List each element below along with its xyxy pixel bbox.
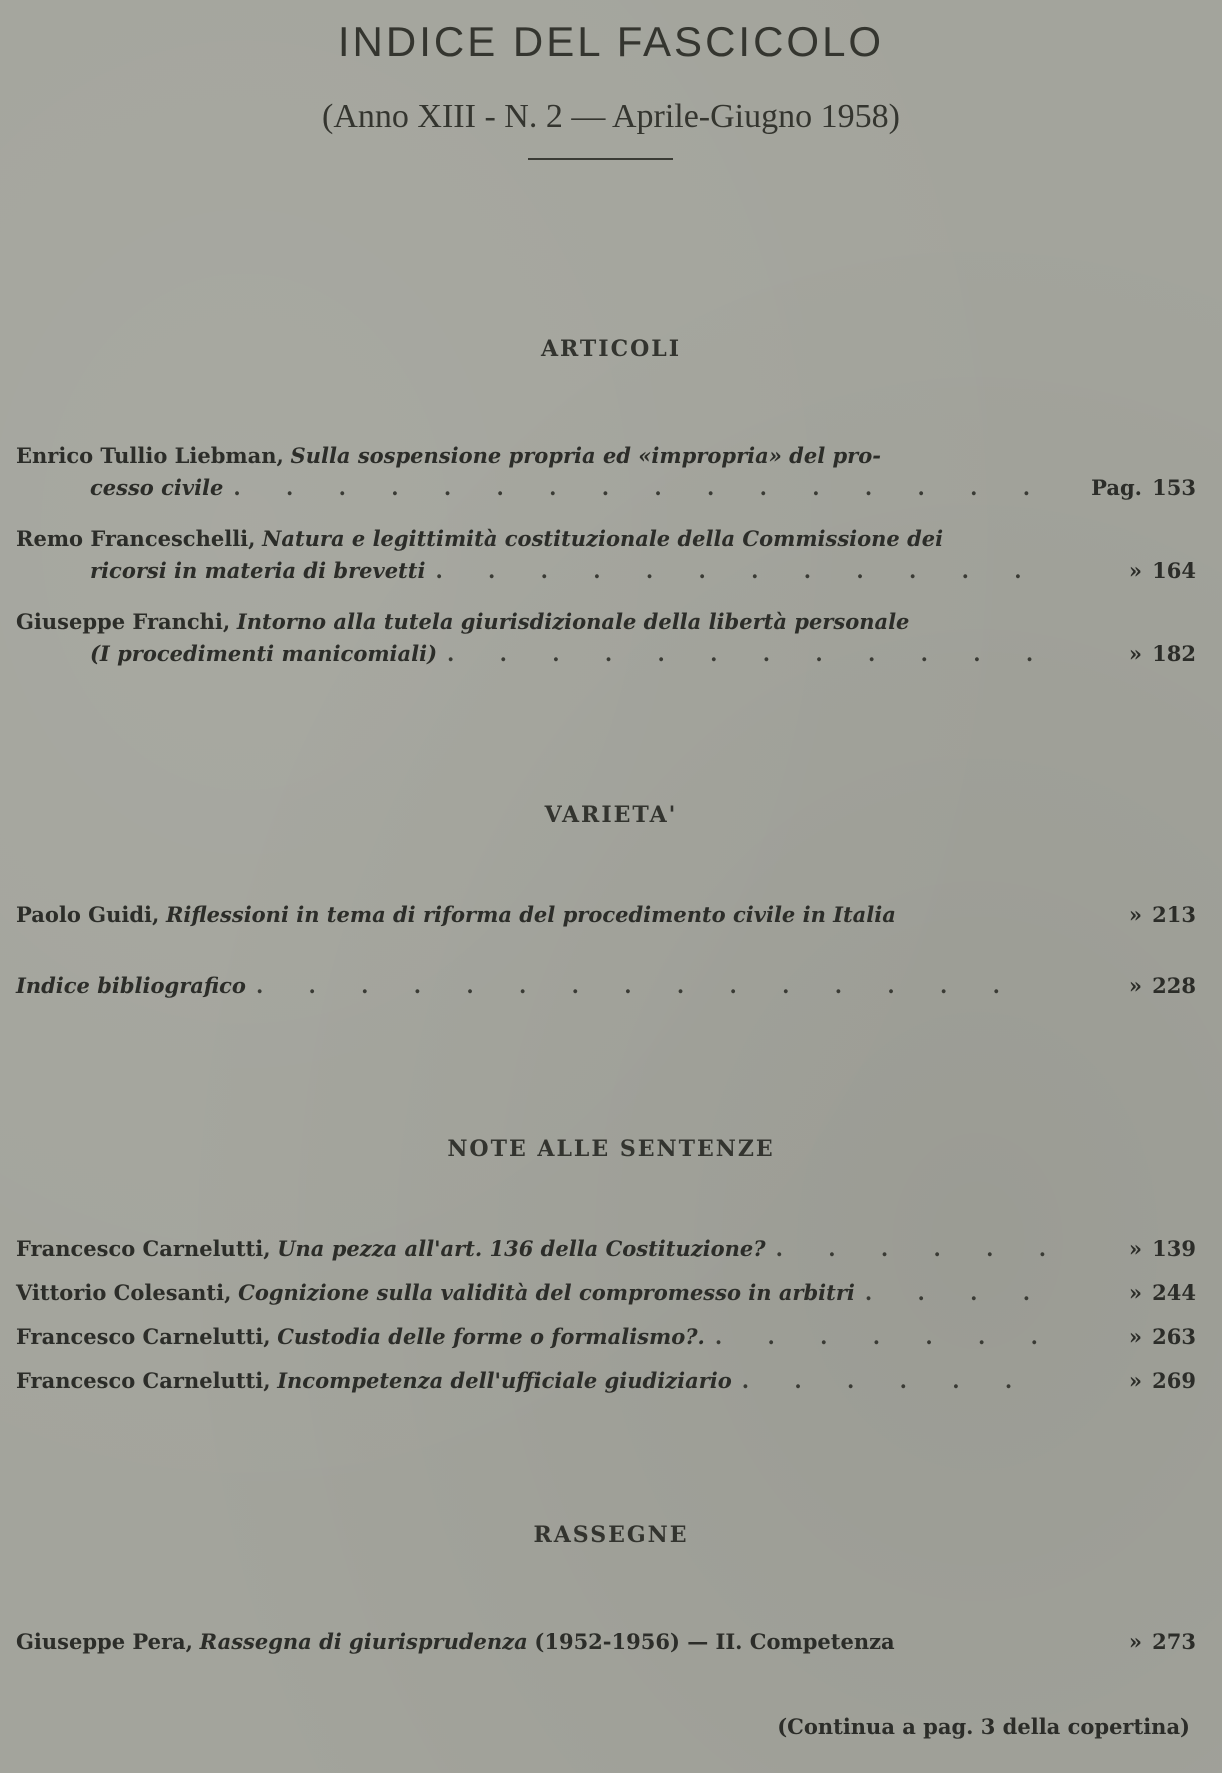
page-reference xyxy=(1056,1277,1196,1309)
title-divider xyxy=(528,158,673,160)
page-label: » xyxy=(1128,1629,1142,1654)
entry-title: Riflessioni in tema di riforma del procedimento civile in Italia xyxy=(165,902,896,927)
entry-title: Una pezza all'art. 136 della Costituzione? xyxy=(277,1236,766,1261)
entry-author: Vittorio Colesanti, xyxy=(16,1280,232,1305)
entry-title-suffix: (1952-1956) — II. Competenza xyxy=(534,1629,895,1654)
entry-author: Francesco Carnelutti, xyxy=(16,1236,271,1261)
page-reference xyxy=(1056,1626,1196,1658)
section-heading-rassegne: RASSEGNE xyxy=(533,1522,689,1548)
leader-dots xyxy=(447,638,1046,670)
toc-entry-carnelutti-2[interactable] xyxy=(16,1321,1196,1353)
entry-title: Incompetenza dell'ufficiale giudiziario xyxy=(277,1368,732,1393)
page-reference xyxy=(1056,1233,1196,1265)
page-number: 263 xyxy=(1152,1324,1196,1349)
page-number: 273 xyxy=(1152,1629,1196,1654)
toc-entry-liebman[interactable] xyxy=(16,440,1196,504)
page-title: INDICE DEL FASCICOLO xyxy=(337,18,885,65)
entry-title: Cognizione sulla validità del compromesso in arbitri xyxy=(238,1280,855,1305)
leader-dots xyxy=(233,472,1046,504)
leader-dots xyxy=(742,1365,1046,1397)
page-number: 269 xyxy=(1152,1368,1196,1393)
leader-dots xyxy=(865,1277,1046,1309)
entry-author: Francesco Carnelutti, xyxy=(16,1368,271,1393)
page-reference xyxy=(1056,1365,1196,1397)
entry-author: Giuseppe Franchi, xyxy=(16,609,231,634)
entry-title: Natura e legittimità costituzionale della Commissione dei xyxy=(262,526,944,551)
page-label: » xyxy=(1128,558,1142,583)
page-number: 182 xyxy=(1152,641,1196,666)
page-label: » xyxy=(1128,902,1142,927)
toc-entry-franceschelli[interactable] xyxy=(16,523,1196,587)
page-number: 213 xyxy=(1152,902,1196,927)
entry-title-cont: ricorsi in materia di brevetti xyxy=(90,558,426,583)
page-reference xyxy=(1056,638,1196,670)
page-label: » xyxy=(1128,641,1142,666)
entry-title: Intorno alla tutela giurisdizionale della libertà personale xyxy=(236,609,910,634)
page-reference xyxy=(1056,555,1196,587)
entry-author: Remo Franceschelli, xyxy=(16,526,256,551)
page-label: » xyxy=(1128,1324,1142,1349)
page-number: 228 xyxy=(1152,973,1196,998)
page-reference xyxy=(1056,899,1196,931)
page-label: » xyxy=(1128,1280,1142,1305)
page-number: 139 xyxy=(1152,1236,1196,1261)
entry-author: Giuseppe Pera, xyxy=(16,1629,193,1654)
toc-entry-pera[interactable] xyxy=(16,1626,1196,1658)
entry-author: Paolo Guidi, xyxy=(16,902,160,927)
leader-dots xyxy=(715,1321,1046,1353)
toc-entry-carnelutti-3[interactable] xyxy=(16,1365,1196,1397)
page-number: 244 xyxy=(1152,1280,1196,1305)
entry-title: Rassegna di giurisprudenza xyxy=(199,1629,528,1654)
section-heading-articoli: ARTICOLI xyxy=(540,336,682,362)
entry-title: Custodia delle forme o formalismo?. xyxy=(277,1324,705,1349)
section-heading-note: NOTE ALLE SENTENZE xyxy=(447,1136,775,1162)
leader-dots xyxy=(776,1233,1046,1265)
entry-title: Sulla sospensione propria ed «impropria» del pro- xyxy=(290,443,881,468)
page-label: » xyxy=(1128,1368,1142,1393)
toc-entry-carnelutti-1[interactable] xyxy=(16,1233,1196,1265)
entry-author: Francesco Carnelutti, xyxy=(16,1324,271,1349)
toc-entry-guidi[interactable] xyxy=(16,899,1196,931)
page-label: » xyxy=(1128,973,1142,998)
leader-dots xyxy=(256,970,1046,1002)
page-number: 153 xyxy=(1152,475,1196,500)
entry-title: Indice bibliografico xyxy=(16,973,246,998)
page-label: Pag. xyxy=(1091,475,1142,500)
entry-author: Enrico Tullio Liebman, xyxy=(16,443,284,468)
page-reference xyxy=(1056,1321,1196,1353)
page-number: 164 xyxy=(1152,558,1196,583)
leader-dots xyxy=(435,555,1046,587)
toc-entry-colesanti[interactable] xyxy=(16,1277,1196,1309)
continuation-note: (Continua a pag. 3 della copertina) xyxy=(777,1714,1190,1739)
toc-entry-indice-bibliografico[interactable] xyxy=(16,970,1196,1002)
page-reference xyxy=(1056,970,1196,1002)
section-heading-varieta: VARIETA' xyxy=(544,802,678,828)
page-reference xyxy=(1056,472,1196,504)
toc-entry-franchi[interactable] xyxy=(16,606,1196,670)
issue-subtitle: (Anno XIII - N. 2 — Aprile-Giugno 1958) xyxy=(322,98,900,135)
entry-title-cont: cesso civile xyxy=(90,475,224,500)
page-label: » xyxy=(1128,1236,1142,1261)
entry-title-cont: (I procedimenti manicomiali) xyxy=(90,641,438,666)
